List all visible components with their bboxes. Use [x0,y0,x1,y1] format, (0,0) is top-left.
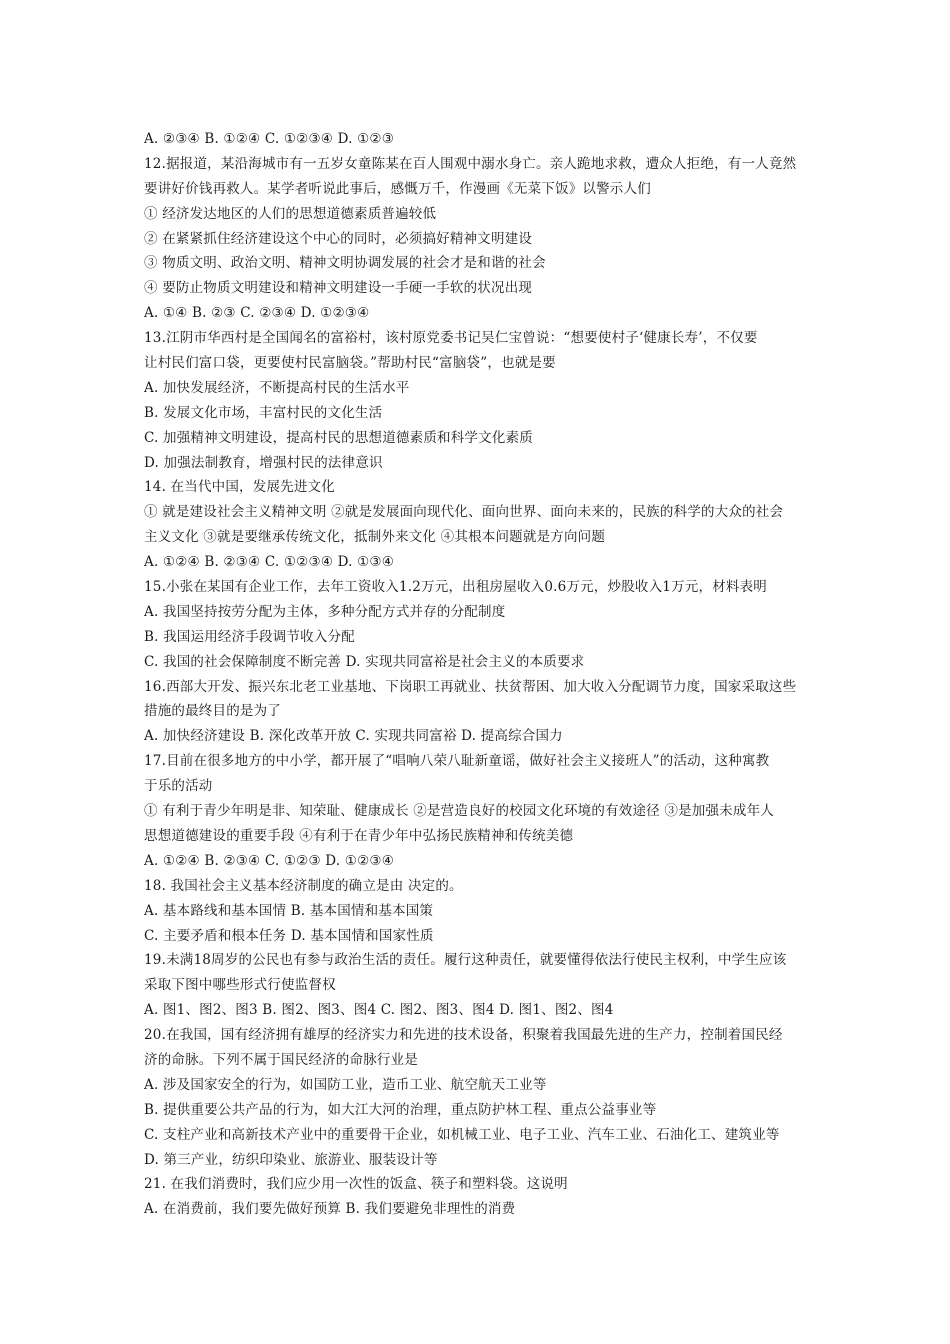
text-line: B. 我国运用经济手段调节收入分配 [144,628,355,645]
text-line: A. 在消费前，我们要先做好预算 B. 我们要避免非理性的消费 [144,1201,516,1218]
text-line: 21. 在我们消费时，我们应少用一次性的饭盒、筷子和塑料袋。这说明 [144,1176,568,1193]
text-line: 济的命脉。下列不属于国民经济的命脉行业是 [144,1051,418,1068]
text-line: D. 加强法制教育，增强村民的法律意识 [144,454,383,471]
text-line: 20.在我国，国有经济拥有雄厚的经济实力和先进的技术设备，积聚着我国最先进的生产力，控制着国民经 [144,1027,783,1044]
text-line: 让村民们富口袋，更要使村民富脑袋。”帮助村民“富脑袋”，也就是要 [144,355,556,372]
text-line: 17.目前在很多地方的中小学，都开展了“唱响八荣八耻新童谣，做好社会主义接班人”的活动，这种寓教 [144,753,770,770]
document-page [144,127,814,1222]
text-line: A. 图1、图2、图3 B. 图2、图3、图4 C. 图2、图3、图4 D. 图1、图2、图4 [144,1002,614,1019]
text-line: 主义文化 ③就是要继承传统文化，抵制外来文化 ④其根本问题就是方向问题 [144,529,606,546]
text-line: 措施的最终目的是为了 [144,703,281,720]
text-line: ① 经济发达地区的人们的思想道德素质普遍较低 [144,205,437,222]
text-line: 14. 在当代中国，发展先进文化 [144,479,335,496]
text-line: ④ 要防止物质文明建设和精神文明建设一手硬一手软的状况出现 [144,280,533,297]
text-line: ① 就是建设社会主义精神文明 ②就是发展面向现代化、面向世界、面向未来的，民族的科学的大众的社会 [144,504,784,521]
text-line: B. 提供重要公共产品的行为，如大江大河的治理，重点防护林工程、重点公益事业等 [144,1101,657,1118]
text-line: D. 第三产业，纺织印染业、旅游业、服装设计等 [144,1151,438,1168]
text-line: A. ①④ B. ②③ C. ②③④ D. ①②③④ [144,305,370,322]
text-line: 19.未满18周岁的公民也有参与政治生活的责任。履行这种责任，就要懂得依法行使民主权利，中学生应该 [144,952,787,969]
text-line: 思想道德建设的重要手段 ④有利于在青少年中弘扬民族精神和传统美德 [144,827,574,844]
text-line: A. ①②④ B. ②③④ C. ①②③ D. ①②③④ [144,852,394,869]
text-line: A. ①②④ B. ②③④ C. ①②③④ D. ①③④ [144,554,394,571]
text-line: 要讲好价钱再救人。某学者听说此事后，感慨万千，作漫画《无菜下饭》以警示人们 [144,180,651,197]
text-line: C. 加强精神文明建设，提高村民的思想道德素质和科学文化素质 [144,429,533,446]
text-line: C. 我国的社会保障制度不断完善 D. 实现共同富裕是社会主义的本质要求 [144,653,585,670]
text-line: A. 加快经济建设 B. 深化改革开放 C. 实现共同富裕 D. 提高综合国力 [144,728,563,745]
text-line: 18. 我国社会主义基本经济制度的确立是由 决定的。 [144,877,463,894]
text-line: ① 有利于青少年明是非、知荣耻、健康成长 ②是营造良好的校园文化环境的有效途径 ③是加强未成年人 [144,803,774,820]
text-line: 12.据报道，某沿海城市有一五岁女童陈某在百人围观中溺水身亡。亲人跪地求救，遭众人拒绝，有一人竟然 [144,155,797,172]
text-line: A. 我国坚持按劳分配为主体，多种分配方式并存的分配制度 [144,603,506,620]
text-line: ② 在紧紧抓住经济建设这个中心的同时，必须搞好精神文明建设 [144,230,533,247]
text-line: 15.小张在某国有企业工作，去年工资收入1.2万元，出租房屋收入0.6万元，炒股收入1万元，材料表明 [144,579,767,596]
text-line: B. 发展文化市场，丰富村民的文化生活 [144,404,383,421]
text-line: 于乐的活动 [144,778,213,795]
text-line: 采取下图中哪些形式行使监督权 [144,977,336,994]
text-line: A. 基本路线和基本国情 B. 基本国情和基本国策 [144,902,434,919]
text-line: C. 支柱产业和高新技术产业中的重要骨干企业，如机械工业、电子工业、汽车工业、石油化工、建筑业等 [144,1126,780,1143]
text-line: 16.西部大开发、振兴东北老工业基地、下岗职工再就业、扶贫帮困、加大收入分配调节力度，国家采取这些 [144,678,797,695]
text-line: A. ②③④ B. ①②④ C. ①②③④ D. ①②③ [144,131,394,147]
text-line: A. 加快发展经济，不断提高村民的生活水平 [144,379,410,396]
text-line: C. 主要矛盾和根本任务 D. 基本国情和国家性质 [144,927,434,944]
text-line: ③ 物质文明、政治文明、精神文明协调发展的社会才是和谐的社会 [144,255,546,272]
text-line: A. 涉及国家安全的行为，如国防工业，造币工业、航空航天工业等 [144,1076,547,1093]
text-line: 13.江阴市华西村是全国闻名的富裕村，该村原党委书记吴仁宝曾说：“想要使村子‘健康长寿’，不仅要 [144,330,758,347]
